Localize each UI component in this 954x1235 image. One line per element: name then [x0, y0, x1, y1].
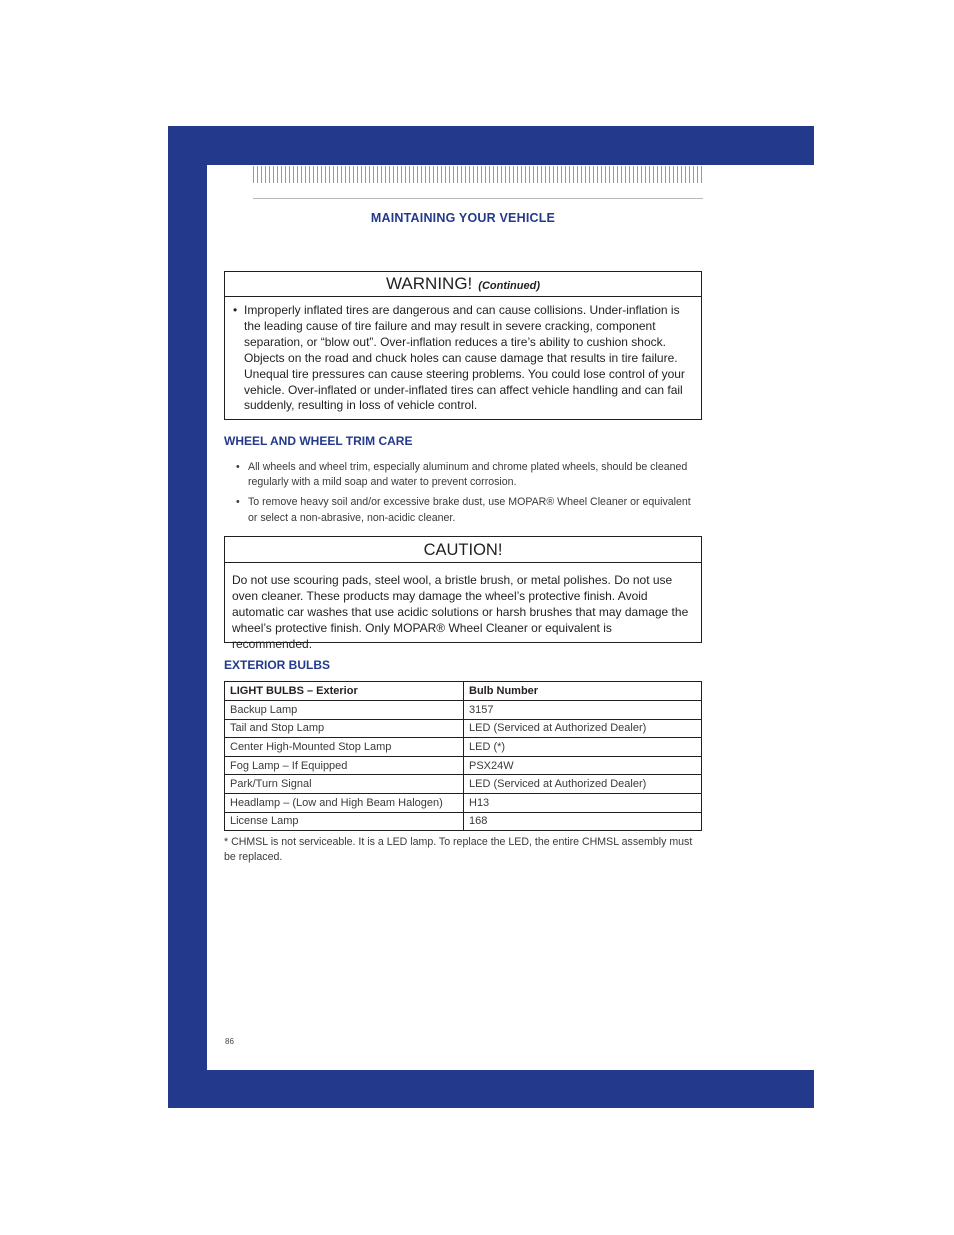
- bulb-name-cell: Headlamp – (Low and High Beam Halogen): [225, 793, 464, 812]
- column-header-light-bulbs: LIGHT BULBS – Exterior: [225, 682, 464, 701]
- table-header-row: [225, 682, 702, 701]
- bulb-number-cell: H13: [464, 793, 702, 812]
- caution-box: [224, 536, 702, 651]
- table-row: [225, 793, 702, 812]
- warning-box: [224, 271, 702, 420]
- column-header-bulb-number: Bulb Number: [464, 682, 702, 701]
- bulb-name-cell: Fog Lamp – If Equipped: [225, 756, 464, 775]
- section-title: MAINTAINING YOUR VEHICLE: [370, 211, 556, 225]
- wheel-care-list: [234, 460, 698, 531]
- bulb-number-cell: PSX24W: [464, 756, 702, 775]
- table-row: [225, 701, 702, 720]
- warning-item: • Improperly inflated tires are dangerous and can cause collisions. Under-inflation is the leading cause of tire failure and may result in severe cracking, component separation, or “blow out”. Over-inflation reduces a tire’s ability to cushion shock. Objects on the road and chuck holes can cause damage that results in tire failure. Unequal tire pressures can cause steering problems. You could lose control of your vehicle. Over-inflated or under-inflated tires can affect vehicle handling and can fail suddenly, resulting in loss of vehicle control.: [233, 303, 687, 414]
- bulb-number-cell: 168: [464, 812, 702, 831]
- table-row: [225, 812, 702, 831]
- warning-list: [225, 303, 701, 414]
- bulb-name-cell: Center High-Mounted Stop Lamp: [225, 738, 464, 757]
- wheel-care-item: • All wheels and wheel trim, especially aluminum and chrome plated wheels, should be cleaned regularly with a mild soap and water to prevent corrosion.: [234, 460, 698, 490]
- warning-continued: (Continued): [478, 280, 540, 292]
- bulbs-footnote: * CHMSL is not serviceable. It is a LED lamp. To replace the LED, the entire CHMSL assembly must be replaced.: [224, 836, 693, 864]
- page-number: 86: [225, 1037, 234, 1046]
- bulb-name-cell: Park/Turn Signal: [225, 775, 464, 794]
- exterior-bulbs-heading: EXTERIOR BULBS: [224, 658, 331, 672]
- bulb-number-cell: 3157: [464, 701, 702, 720]
- caution-body: Do not use scouring pads, steel wool, a bristle brush, or metal polishes. Do not use oven cleaner. These products may damage the wheel’s protective finish. Avoid automatic car washes that use acidic solutions or harsh brushes that may damage the wheel’s protective finish. Only MOPAR® Wheel Cleaner or equivalent is recommended.: [232, 573, 689, 651]
- table-row: [225, 738, 702, 757]
- table-row: [225, 719, 702, 738]
- header-rule: [253, 198, 703, 199]
- table-row: [225, 756, 702, 775]
- exterior-bulbs-table: [224, 681, 702, 831]
- table-row: [225, 775, 702, 794]
- header-tick-marks: [253, 166, 703, 183]
- wheel-care-item: • To remove heavy soil and/or excessive brake dust, use MOPAR® Wheel Cleaner or equivalent or select a non-abrasive, non-acidic cleaner.: [234, 495, 698, 525]
- caution-title: CAUTION!: [225, 537, 701, 563]
- bulb-number-cell: LED (Serviced at Authorized Dealer): [464, 719, 702, 738]
- warning-header: [225, 272, 701, 297]
- bulb-name-cell: Backup Lamp: [225, 701, 464, 720]
- bulb-name-cell: License Lamp: [225, 812, 464, 831]
- warning-title: WARNING!: [386, 274, 473, 293]
- wheel-care-heading: WHEEL AND WHEEL TRIM CARE: [224, 434, 413, 448]
- bulb-number-cell: LED (Serviced at Authorized Dealer): [464, 775, 702, 794]
- bulb-number-cell: LED (*): [464, 738, 702, 757]
- bulb-name-cell: Tail and Stop Lamp: [225, 719, 464, 738]
